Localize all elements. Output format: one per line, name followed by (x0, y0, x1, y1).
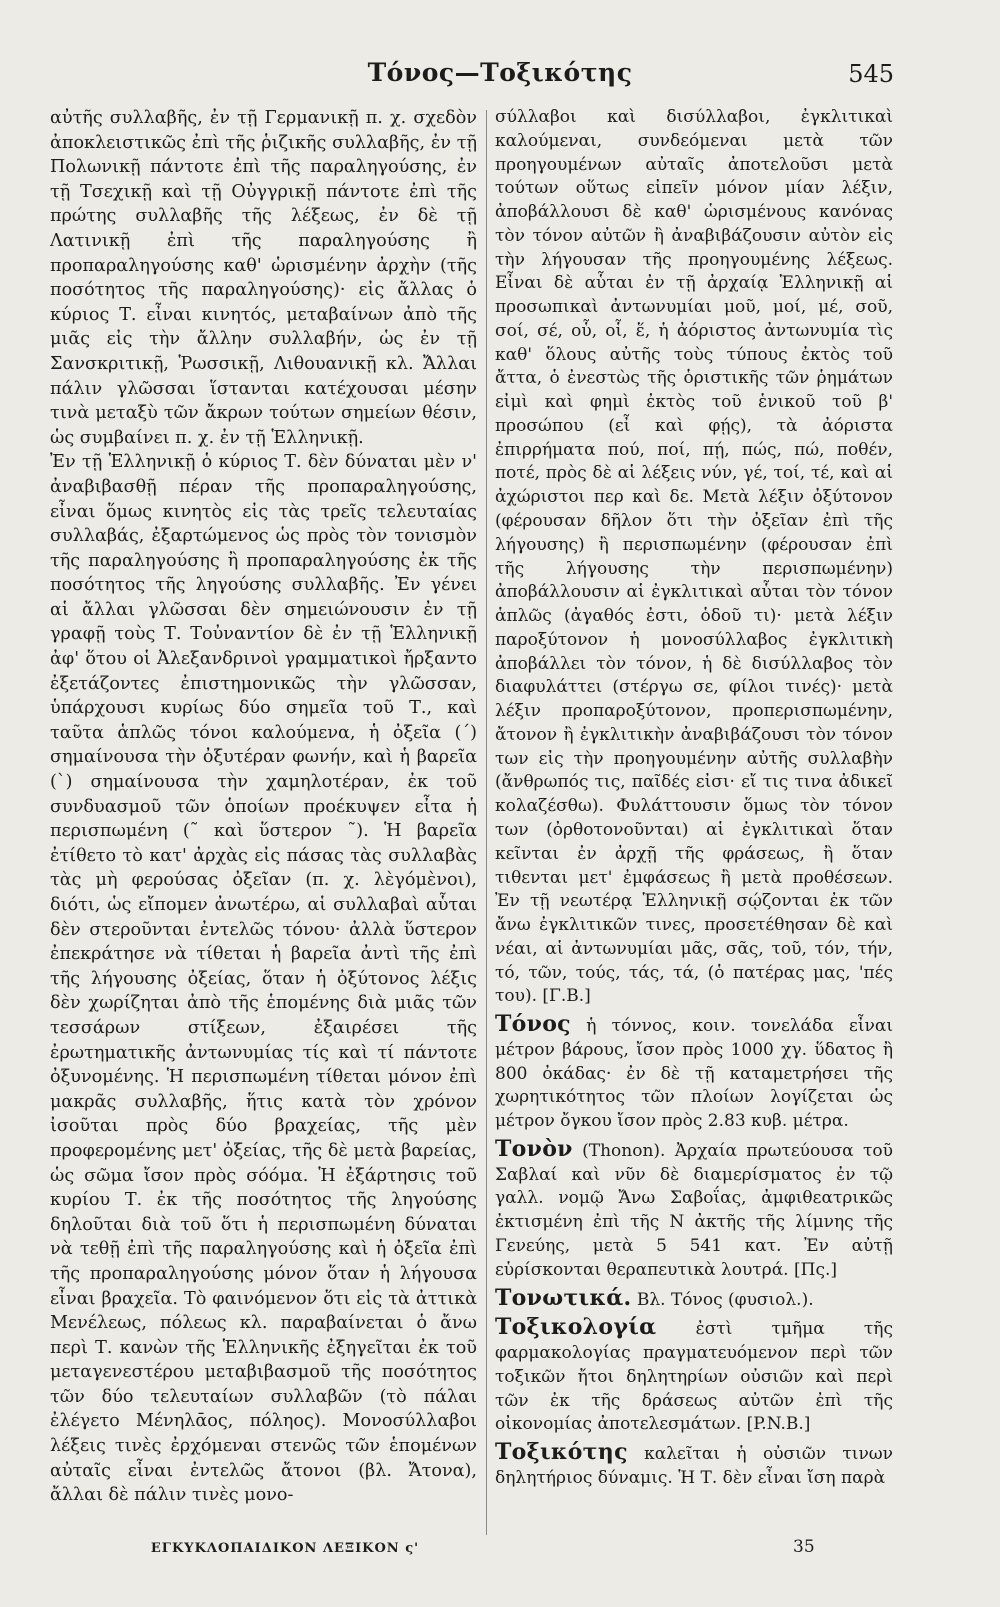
entry-headword: Τονὸν (495, 1135, 573, 1162)
entry-tonos (495, 1013, 893, 1134)
entry-headword: Τοξικότης (495, 1439, 628, 1466)
left-paragraph-2: Ἐν τῇ Ἑλληνικῇ ὁ κύριος Τ. δὲν δύναται μὲν ν' ἀναβιβασθῇ πέραν τῆς προπαραληγούσης, εἶναι ὅμως κινητὸς εἰς τὰς τρεῖς τελευταίας συλλαβάς, ἐξαρτώμενος ὡς πρὸς τὸν τονισμὸν τῆς παραληγούσης ἢ προπαραληγούσης ἐκ τῆς ποσότητος τῆς ληγούσης συλλαβῆς. Ἐν γένει αἱ ἄλλαι γλῶσσαι δὲν σημειώνουσιν ἐν τῇ γραφῇ τοὺς Τ. Τοὐναντίον δὲ ἐν τῇ Ἑλληνικῇ ἀφ' ὅτου οἱ Ἀλεξανδρινοὶ γραμματικοὶ ἤρξαντο ἐξετάζοντες ἐπιστημονικῶς τὴν γλῶσσαν, ὑπάρχουσι κυρίως δύο σημεῖα τοῦ Τ., καὶ ταῦτα ἁπλῶς τόνοι καλούμενα, ἡ ὀξεῖα (΄) σημαίνουσα τὴν ὀξυτέραν φωνήν, καὶ ἡ βαρεῖα (`) σημαίνουσα τὴν χαμηλοτέραν, ἐκ τοῦ συνδυασμοῦ τῶν ὁποίων προέκυψεν εἶτα ἡ περισπωμένη (῀ καὶ ὕστερον ῀). Ἡ βαρεῖα ἐτίθετο τὸ κατ' ἀρχὰς εἰς πάσας τὰς συλλαβὰς τὰς μὴ φερούσας ὀξεῖαν (π. χ. λὲγόμὲνοι), διότι, ὡς εἴπομεν ἀνωτέρω, αἱ συλλαβαὶ αὗται δὲν στεροῦνται ἐντελῶς τόνου· ἀλλὰ ὕστερον ἐπεκράτησε νὰ τίθεται ἡ βαρεῖα ἀντὶ τῆς ἐπὶ τῆς λήγουσης ὀξείας, ὅταν ἡ ὀξύτονος λέξις δὲν χωρίζηται ἀπὸ τῆς ἑπομένης διὰ μιᾶς τῶν τεσσάρων στίξεων, ἐξαιρέσει τῆς ἐρωτηματικῆς ἀντωνυμίας τίς καὶ τί πάντοτε ὀξυνομένης. Ἡ περισπωμένη τίθεται μόνον ἐπὶ μακρᾶς συλλαβῆς, ἥτις κατὰ τὸν χρόνον ἰσοῦται πρὸς δύο βραχείας, τῆς μὲν προφερομένης μετ' ὀξείας, τῆς δὲ μετὰ βαρείας, ὡς σῶμα ἴσον πρὸς σόόμα. Ἡ ἐξάρτησις τοῦ κυρίου Τ. ἐκ τῆς ποσότητος τῆς ληγούσης δηλοῦται διὰ τοῦ ὅτι ἡ περισπωμένη δύναται νὰ τεθῇ ἐπὶ τῆς παραληγούσης καὶ ἡ ὀξεῖα ἐπὶ τῆς προπαραληγούσης μόνον ὅταν ἡ λήγουσα εἶναι βραχεῖα. Τὸ φαινόμενον ὅτι εἰς τὰ ἀττικὰ Μενέλεως, πόλεως κλ. παραβαίνεται ὁ ἄνω περὶ Τ. κανὼν τῆς Ἑλληνικῆς ἐξηγεῖται ἐκ τοῦ μεταγενεστέρου μεταβιβασμοῦ τῆς ποσότητος τῶν δύο τελευταίων συλλαβῶν (τὸ πάλαι ἐλέγετο Μένηλᾱος, πόληος). Μονοσύλλαβοι λέξεις τινὲς ἐρχόμεναι στενῶς τῶν ἑπομένων αὐταῖς εἶναι ἐντελῶς ἄτονοι (βλ. Ἄτονα), ἄλλαι δὲ πάλιν τινὲς μονο- (50, 452, 477, 1506)
footer-signature: ΕΓΚΥΚΛΟΠΑΙΔΙΚΟΝ ΛΕΞΙΚΟΝ ς' (150, 1541, 420, 1556)
entry-headword: Τονωτικά. (495, 1284, 632, 1311)
entry-headword: Τοξικολογία (495, 1314, 657, 1341)
column-divider (486, 110, 487, 1535)
entry-text: ἡ τόννος, κοιν. τονελάδα εἶναι μέτρον βάρους, ἴσον πρὸς 1000 χγ. ὕδατος ἢ 800 ὀκάδας· ἐν δὲ τῇ καταμετρήσει τῆς χωρητικότητος τῶν πλοίων λογίζεται ὡς μέτρον ὄγκου ἴσον πρὸς 2.83 κυβ. μέτρα. (495, 1016, 893, 1132)
page-number: 545 (848, 60, 894, 88)
entry-text: (Thonon). Ἀρχαία πρωτεύουσα τοῦ Σαβλαί καὶ νῦν δὲ διαμερίσματος ἐν τῷ γαλλ. νομῷ Ἄνω Σαβοΐας, ἀμφιθεατρικῶς ἐκτισμένη ἐπὶ τῆς Ν ἀκτῆς τῆς λίμνης τῆς Γενεύης, μετὰ 5 541 κατ. Ἐν αὐτῇ εὑρίσκονται θεραπευτικὰ λουτρά. [Πς.] (495, 1140, 894, 1280)
entry-toxikotis (495, 1441, 893, 1491)
entry-tonon (495, 1135, 894, 1283)
entry-text: Βλ. Τόνος (φυσιολ.). (636, 1289, 814, 1310)
footer-sheet-number: 35 (793, 1537, 815, 1557)
entry-text: ἐστὶ τμῆμα τῆς φαρμακολογίας πραγματευόμενον περὶ τῶν τοξικῶν ἤτοι δηλητηρίων οὐσιῶν καὶ περὶ τῶν ἐκ τῆς δράσεως αὐτῶν ἐπὶ τῆς οἰκονομίας ἀποτελεσμάτων. [P.N.B.] (495, 1319, 894, 1435)
left-column (50, 106, 477, 1508)
right-column (495, 106, 893, 1491)
entry-tonotika (495, 1284, 893, 1313)
page-title: Τόνος—Τοξικότης (367, 58, 633, 87)
entry-headword: Τόνος (495, 1011, 571, 1038)
left-paragraph-1: αὐτῆς συλλαβῆς, ἐν τῇ Γερμανικῇ π. χ. σχεδὸν ἀποκλειστικῶς ἐπὶ τῆς ῥιζικῆς συλλαβῆς, ἐν τῇ Πολωνικῇ πάντοτε ἐπὶ τῆς παραληγούσης, ἐν τῇ Τσεχικῇ καὶ τῇ Οὐγγρικῇ πάντοτε ἐπὶ τῆς πρώτης συλλαβῆς τῆς λέξεως, ἐν δὲ τῇ Λατινικῇ ἐπὶ τῆς παραληγούσης ἢ προπαραληγούσης καθ' ὡρισμένην ἀρχὴν (τῆς ποσότητος τῆς παραληγούσης)· εἰς ἄλλας ὁ κύριος Τ. εἶναι κινητός, μεταβαίνων ἀπὸ τῆς μιᾶς εἰς τὴν ἄλλην συλλαβήν, ὡς ἐν τῇ Σανσκριτικῇ, Ῥωσσικῇ, Λιθουανικῇ κλ. Ἄλλαι πάλιν γλῶσσαι ἵστανται κατέχουσαι μέσην τινὰ μεταξὺ τῶν ἄκρων τούτων σημείων θέσιν, ὡς συμβαίνει π. χ. ἐν τῇ Ἑλληνικῇ. (50, 108, 477, 448)
entry-toxikologia (495, 1316, 893, 1437)
entry-text: καλεῖται ἡ οὐσιῶν τινων δηλητήριος δύναμις. Ἡ Τ. δὲν εἶναι ἴση παρὰ (495, 1444, 893, 1488)
right-continuation: σύλλαβοι καὶ δισύλλαβοι, ἐγκλιτικαὶ καλούμεναι, συνδεόμεναι μετὰ τῶν προηγουμένων αὐταῖς ἀποτελοῦσι μετὰ τούτων οὕτως εἰπεῖν μόνον μίαν λέξιν, ἀποβάλλουσι δὲ καθ' ὡρισμένους κανόνας τὸν τόνον αὐτῶν ἢ ἀναβιβάζουσιν αὐτὸν εἰς τὴν λήγουσαν τῆς προηγουμένης λέξεως. Εἶναι δὲ αὗται ἐν τῇ ἀρχαίᾳ Ἑλληνικῇ αἱ προσωπικαὶ ἀντωνυμίαι μοῦ, μοί, μέ, σοῦ, σοί, σέ, οὗ, οἷ, ἕ, ἡ ἀόριστος ἀντωνυμία τὶς καθ' ὅλους αὐτῆς τοὺς τύπους ἐκτὸς τοῦ ἄττα, ὁ ἐνεστὼς τῆς ὁριστικῆς τῶν ῥημάτων εἰμὶ καὶ φημὶ ἐκτὸς τοῦ ἑνικοῦ τοῦ β' προσώπου (εἶ καὶ φῄς), τὰ ἀόριστα ἐπιρρήματα πού, ποί, πῄ, πώς, πώ, ποθέν, ποτέ, πρὸς δὲ αἱ λέξεις νύν, γέ, τοί, τέ, καὶ αἱ ἀχώριστοι περ καὶ δε. Μετὰ λέξιν ὀξύτονον (φέρουσαν δῆλον ὅτι τὴν ὀξεῖαν ἐπὶ τῆς λήγουσης) ἢ περισπωμένην (φέρουσαν ἐπὶ τῆς λήγουσης τὴν περισπωμένην) ἀποβάλλουσιν αἱ ἐγκλιτικαὶ αὗται τὸν τόνον ἁπλῶς (ἀγαθός ἐστι, ὁδοῦ τι)· μετὰ λέξιν παροξύτονον ἡ μονοσύλλαβος ἐγκλιτικὴ ἀποβάλλει τὸν τόνον, ἡ δὲ δισύλλαβος τὸν διαφυλάττει (στέργω σε, φίλοι τινές)· μετὰ λέξιν προπαροξύτονον, προπερισπωμένην, ἄτονον ἢ ἐγκλιτικὴν ἀναβιβάζουσι τὸν τόνον των εἰς τὴν προηγουμένην αὐτῆς συλλαβὴν (ἄνθρωπός τις, παῖδές εἰσι· εἴ τις τινα ἀδικεῖ κολαζέσθω). Φυλάττουσιν ὅμως τὸν τόνον των (ὀρθοτονοῦνται) αἱ ἐγκλιτικαὶ ὅταν κεῖνται ἐν ἀρχῇ τῆς φράσεως, ἢ ὅταν τιθενται μετ' ἐμφάσεως ἢ μετὰ προθέσεων. Ἐν τῇ νεωτέρᾳ Ἑλληνικῇ σῴζονται ἐκ τῶν ἄνω ἐγκλιτικῶν τινες, προσετέθησαν δὲ καὶ νέαι, αἱ ἀντωνυμίαι μᾶς, σᾶς, τοῦ, τόν, τήν, τό, τῶν, τούς, τάς, τά, (ὁ πατέρας μας, 'πές του). [Γ.Β.] (495, 107, 893, 1007)
